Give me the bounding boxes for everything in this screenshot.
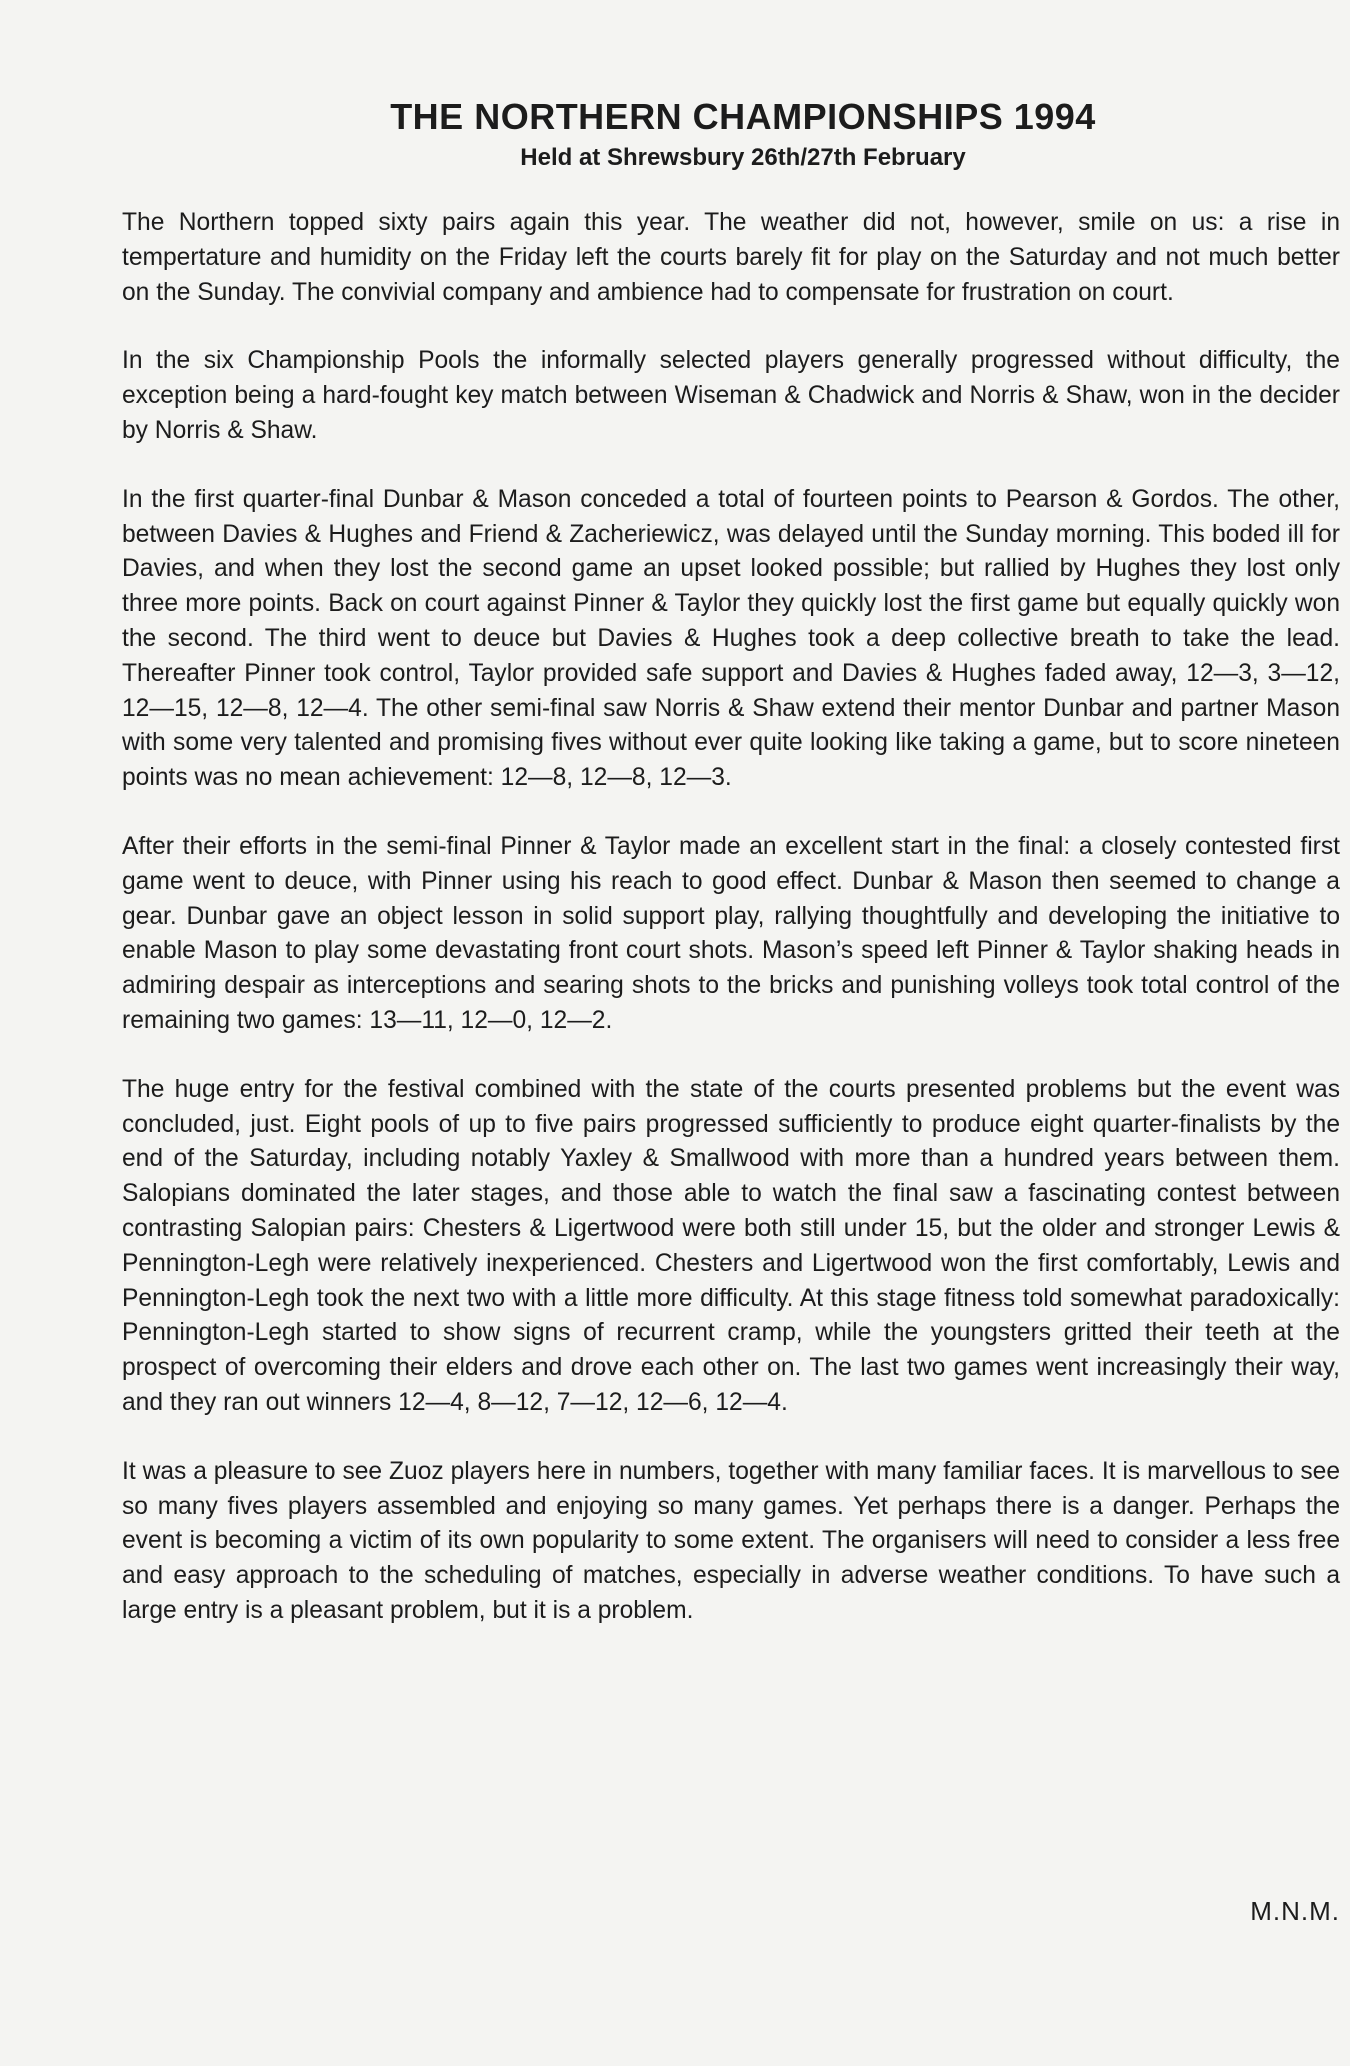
article [122, 96, 1340, 1663]
paragraph-festival: The huge entry for the festival combined with the state of the courts presented problems but the event was concluded, just. Eight pools of up to five pairs progressed sufficiently to produce eight quarter-finalists by the end of the Saturday, including notably Yaxley & Smallwood with more than a hundred years between them. Salopians dominated the later stages, and those able to watch the final saw a fascinating contest between contrasting Salopian pairs: Chesters & Ligertwood were both still under 15, but the older and stronger Lewis & Pennington-Legh were relatively inexperienced. Chesters and Ligertwood won the first comfortably, Lewis and Pennington-Legh took the next two with a little more difficulty. At this stage fitness told somewhat paradoxically: Pennington-Legh started to show signs of recurrent cramp, while the youngsters gritted their teeth at the prospect of overcoming their elders and drove each other on. The last two games went increasingly their way, and they ran out winners 12—4, 8—12, 7—12, 12—6, 12—4. [122, 1075, 1340, 1416]
author-signature: M.N.M. [1250, 1896, 1340, 1926]
paragraph-pools: In the six Championship Pools the informally selected players generally progressed without difficulty, the exception being a hard-fought key match between Wiseman & Chadwick and Norris & Shaw, won in the decider by Norris & Shaw. [122, 347, 1340, 444]
paragraph-closing: It was a pleasure to see Zuoz players here in numbers, together with many familiar faces. It is marvellous to see so many fives players assembled and enjoying so many games. Yet perhaps there is a danger. Perhaps the event is becoming a victim of its own popularity to some extent. The organisers will need to consider a less free and easy approach to the scheduling of matches, especially in adverse weather conditions. To have such a large entry is a pleasant problem, but it is a problem. [122, 1457, 1340, 1624]
paragraph-quarter-finals: In the first quarter-final Dunbar & Mason conceded a total of fourteen points to Pearson & Gordos. The other, between Davies & Hughes and Friend & Zacheriewicz, was delayed until the Sunday morning. This boded ill for Davies, and when they lost the second game an upset looked possible; but rallied by Hughes they lost only three more points. Back on court against Pinner & Taylor they quickly lost the first game but equally quickly won the second. The third went to deuce but Davies & Hughes took a deep collective breath to take the lead. Thereafter Pinner took control, Taylor provided safe support and Davies & Hughes faded away, 12—3, 3—12, 12—15, 12—8, 12—4. The other semi-final saw Norris & Shaw extend their mentor Dunbar and partner Mason with some very talented and promising fives without ever quite looking like taking a game, but to score nineteen points was no mean achievement: 12—8, 12—8, 12—3. [122, 485, 1340, 792]
paragraph-final: After their efforts in the semi-final Pinner & Taylor made an excellent start in the final: a closely contested first game went to deuce, with Pinner using his reach to good effect. Dunbar & Mason then seemed to change a gear. Dunbar gave an object lesson in solid support play, rallying thoughtfully and developing the initiative to enable Mason to play some devastating front court shots. Mason’s speed left Pinner & Taylor shaking heads in admiring despair as interceptions and searing shots to the bricks and punishing volleys took total control of the remaining two games: 13—11, 12—0, 12—2. [122, 832, 1340, 1034]
page-subtitle: Held at Shrewsbury 26th/27th February [520, 144, 966, 171]
page-title: THE NORTHERN CHAMPIONSHIPS 1994 [390, 96, 1096, 137]
paragraph-intro: The Northern topped sixty pairs again this year. The weather did not, however, smile on us: a rise in tempertature and humidity on the Friday left the courts barely fit for play on the Saturday and not much better on the Sunday. The convivial company and ambience had to compensate for frustration on court. [122, 209, 1340, 306]
